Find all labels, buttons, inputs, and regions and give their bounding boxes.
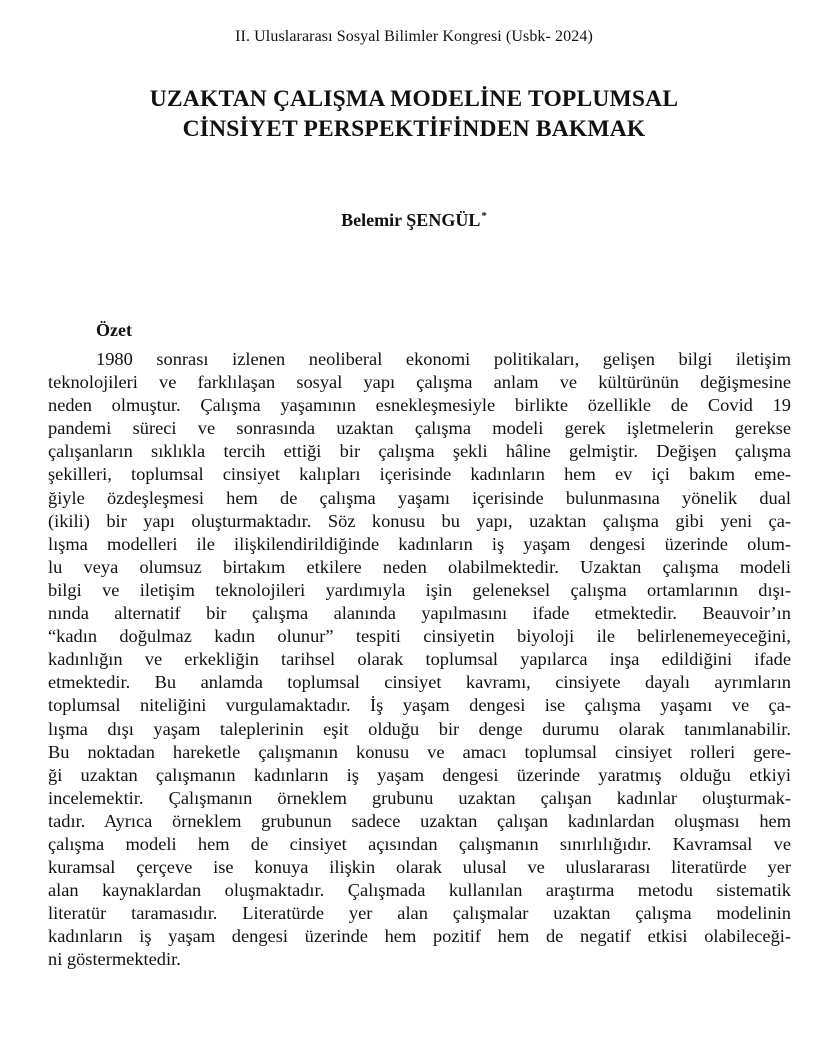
- abstract-line: kadınlığın ve erkekliğin tarihsel olarak toplumsal yapılarca inşa edildiğini ifade: [48, 649, 791, 670]
- author-footnote-mark: *: [481, 210, 487, 222]
- abstract-line: çalışma modeli hem de cinsiyet açısından çalışmanın sınırlılığıdır. Kavramsal ve: [48, 833, 791, 854]
- author-name: Belemir ŞENGÜL: [341, 210, 481, 230]
- author-byline: [0, 210, 828, 231]
- abstract-line: lu veya olumsuz birtakım etkilere neden olabilmektedir. Uzaktan çalışma modeli: [48, 556, 791, 577]
- abstract-line: ğiyle özdeşleşmesi hem de çalışma yaşamı içerisinde bulunmasına yönelik dual: [48, 487, 791, 508]
- abstract-line: “kadın doğulmaz kadın olunur” tespiti cinsiyetin biyoloji ile belirlenemeyeceğini,: [48, 626, 791, 647]
- abstract-line: çalışanların sıklıkla tercih ettiği bir çalışma şekli hâline gelmiştir. Değişen çalışma: [48, 441, 791, 462]
- abstract-line: teknolojileri ve farklılaşan sosyal yapı çalışma anlam ve kültürünün değişmesine: [48, 372, 791, 393]
- abstract-line: alan kaynaklardan oluşmaktadır. Çalışmada kullanılan araştırma metodu sistematik: [48, 880, 791, 901]
- paper-title-line-2: CİNSİYET PERSPEKTİFİNDEN BAKMAK: [182, 116, 646, 142]
- conference-header: II. Uluslararası Sosyal Bilimler Kongresi (Usbk- 2024): [235, 28, 593, 45]
- paper-title-line-1: UZAKTAN ÇALIŞMA MODELİNE TOPLUMSAL: [149, 86, 679, 112]
- abstract-line: kuramsal çerçeve ise konuya ilişkin olarak ulusal ve uluslararası literatürde yer: [48, 857, 791, 878]
- abstract-line: şekilleri, toplumsal cinsiyet kalıpları içerisinde kadınların hem ev içi bakım eme-: [48, 464, 791, 485]
- abstract-line: (ikili) bir yapı oluşturmaktadır. Söz konusu bu yapı, uzaktan çalışma gibi yeni ça-: [48, 510, 791, 531]
- abstract-line: 1980 sonrası izlenen neoliberal ekonomi politikaları, gelişen bilgi iletişim: [96, 349, 791, 369]
- abstract-line: ği uzaktan çalışmanın kadınların iş yaşam dengesi üzerinde yaratmış olduğu etkiyi: [48, 764, 791, 785]
- abstract-line: kadınların iş yaşam dengesi üzerinde hem pozitif hem de negatif etkisi olabileceği-: [48, 926, 791, 947]
- abstract-line: incelemektir. Çalışmanın örneklem grubunu uzaktan çalışan kadınlar oluşturmak-: [48, 787, 791, 808]
- abstract-line: toplumsal niteliğini vurgulamaktadır. İş yaşam dengesi ise çalışma yaşamı ve ça-: [48, 695, 791, 716]
- abstract-line: lışma dışı yaşam taleplerinin eşit olduğu bir denge durumu olarak tanımlanabilir.: [48, 718, 791, 739]
- abstract-line: nında alternatif bir çalışma alanında yapılmasını ifade etmektedir. Beauvoir’ın: [48, 603, 791, 624]
- abstract-line: literatür taramasıdır. Literatürde yer alan çalışmalar uzaktan çalışma modelinin: [48, 903, 791, 924]
- abstract-line: etmektedir. Bu anlamda toplumsal cinsiyet kavramı, cinsiyete dayalı ayrımların: [48, 672, 791, 693]
- abstract-line: lışma modelleri ile ilişkilendirildiğinde kadınların iş yaşam dengesi üzerinde olum-: [48, 533, 791, 554]
- abstract-heading: Özet: [96, 320, 132, 340]
- abstract-line: bilgi ve iletişim teknolojileri yardımıyla işin geleneksel çalışma ortamlarının dışı-: [48, 579, 791, 600]
- abstract-line: tadır. Ayrıca örneklem grubunun sadece uzaktan çalışan kadınlardan oluşması hem: [48, 810, 791, 831]
- abstract-body: [48, 348, 791, 972]
- abstract-line: ni göstermektedir.: [48, 949, 181, 970]
- paper-title: [60, 84, 768, 144]
- abstract-line: Bu noktadan hareketle çalışmanın konusu ve amacı toplumsal cinsiyet rolleri gere-: [48, 741, 791, 762]
- abstract-line: neden olmuştur. Çalışma yaşamının esnekleşmesiyle birlikte özellikle de Covid 19: [48, 395, 791, 416]
- abstract-line: pandemi süreci ve sonrasında uzaktan çalışma modeli gerek işletmelerin gerekse: [48, 418, 791, 439]
